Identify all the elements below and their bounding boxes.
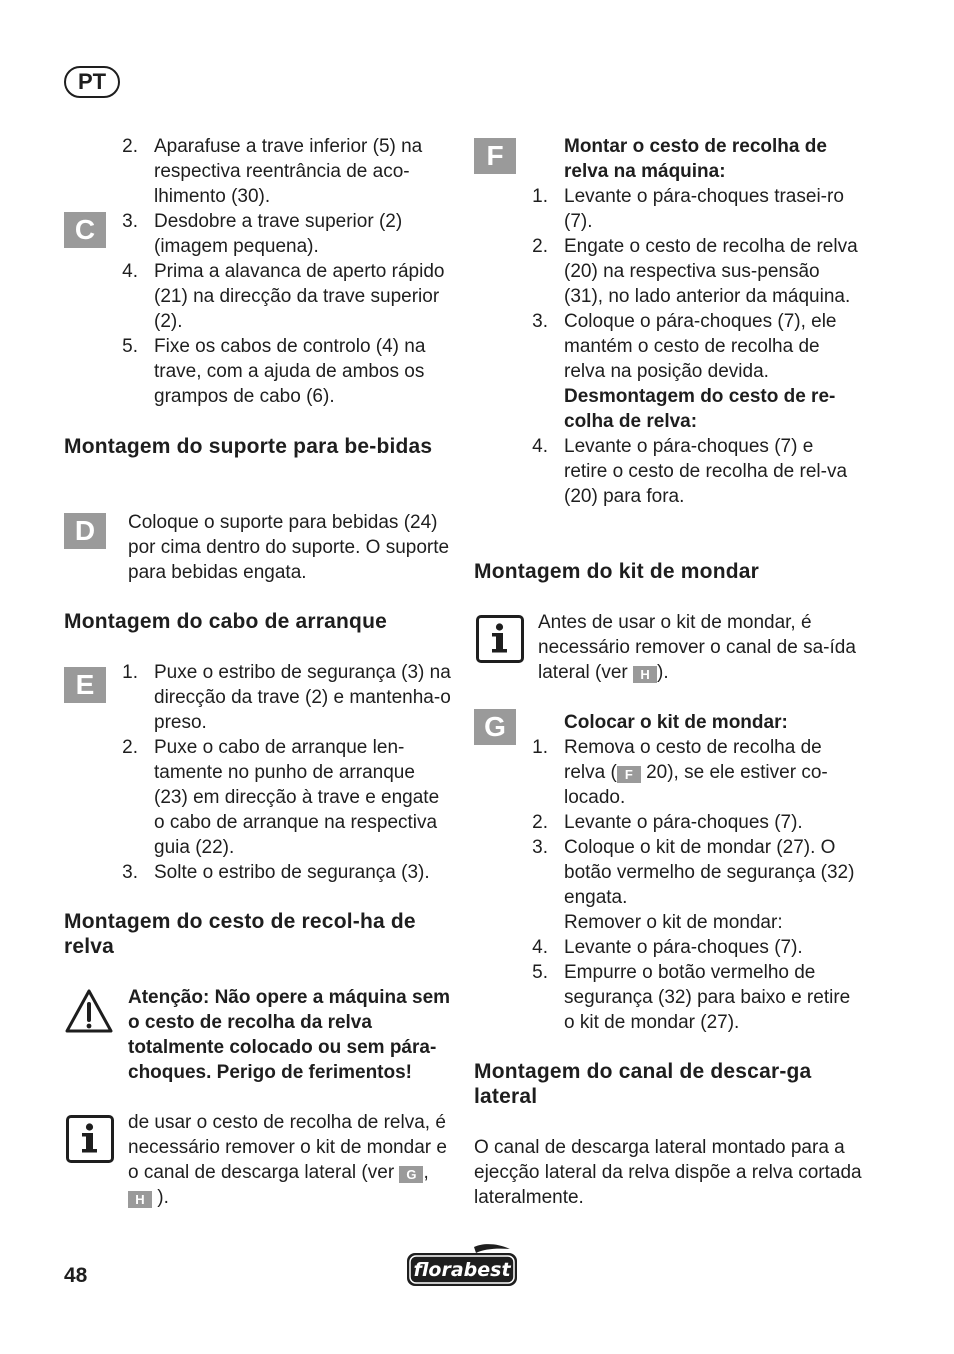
list-item <box>118 735 452 860</box>
g-head: Colocar o kit de mondar: <box>564 712 788 733</box>
florabest-logo <box>404 1243 520 1289</box>
item-number: 1. <box>532 186 548 207</box>
item-number: 4. <box>532 937 548 958</box>
item-number: 3. <box>122 211 138 232</box>
steps-f <box>528 134 860 509</box>
item-number: 5. <box>122 336 138 357</box>
list-item <box>118 334 452 409</box>
item-text: Empurre o botão vermelho de segurança (32) para baixo e retire o kit de mondar (27). <box>564 962 851 1033</box>
item-text: Desdobre a trave superior (2) (imagem pequena). <box>154 211 403 257</box>
list-item <box>528 935 860 960</box>
item-number: 4. <box>122 261 138 282</box>
item-number: 3. <box>532 311 548 332</box>
list-item <box>118 134 452 209</box>
list-item <box>118 259 452 334</box>
item-number: 2. <box>532 236 548 257</box>
item-text: Engate o cesto de recolha de relva (20) na respectiva sus-pensão (31), no lado anterior da máquina. <box>564 236 858 307</box>
list-item <box>528 835 860 910</box>
ref-tag-f: F <box>617 766 641 783</box>
info-icon <box>476 615 524 663</box>
item-number: 4. <box>532 436 548 457</box>
item-number: 3. <box>122 862 138 883</box>
list-item <box>528 810 860 835</box>
item-number: 3. <box>532 837 548 858</box>
step-tag-f: F <box>474 138 516 174</box>
item-number: 1. <box>122 662 138 683</box>
item-number: 2. <box>122 737 138 758</box>
info-text-kit: Antes de usar o kit de mondar, é necessário remover o canal de sa-ída lateral (ver H ). <box>538 612 856 683</box>
item-number: 5. <box>532 962 548 983</box>
steps-g <box>528 710 860 1035</box>
list-item <box>528 434 860 509</box>
f-sub: Desmontagem do cesto de re-colha de relva: <box>564 386 836 432</box>
item-text: Coloque o pára-choques (7), ele mantém o cesto de recolha de relva na posição devida. <box>564 311 837 382</box>
info-text-cesto: de usar o cesto de recolha de relva, é necessário remover o kit de mondar e o canal de descarga lateral (ver G , H ). <box>128 1112 447 1208</box>
text-bebidas: Coloque o suporte para bebidas (24) por cima dentro do suporte. O suporte para bebidas engata. <box>128 512 450 583</box>
warning-icon <box>64 988 114 1034</box>
ref-tag-g: G <box>399 1166 423 1183</box>
item-text: Levante o pára-choques (7) e retire o cesto de recolha de rel-va (20) para fora. <box>564 436 848 507</box>
list-item <box>118 660 452 735</box>
step-tag-c: C <box>64 212 106 248</box>
item-text: Puxe o cabo de arranque len-tamente no punho de arranque (23) em direcção à trave e engate o cabo de arranque na respectiva guia (22). <box>154 737 440 858</box>
list-item <box>118 860 452 885</box>
step-tag-d: D <box>64 513 106 549</box>
page-number: 48 <box>64 1264 88 1287</box>
f-head: Montar o cesto de recolha de relva na máquina: <box>564 136 827 182</box>
step-tag-g: G <box>474 709 516 745</box>
item-text: Levante o pára-choques (7). <box>564 812 803 833</box>
list-item <box>118 209 452 259</box>
heading-cesto: Montagem do cesto de recol-ha de relva <box>64 910 416 958</box>
list-item <box>528 234 860 309</box>
text-canal: O canal de descarga lateral montado para a ejecção lateral da relva dispõe a relva cortada lateralmente. <box>474 1137 862 1208</box>
item-number: 2. <box>122 136 138 157</box>
heading-canal: Montagem do canal de descar-ga lateral <box>474 1060 812 1108</box>
heading-cabo: Montagem do cabo de arranque <box>64 610 387 633</box>
list-item <box>528 309 860 384</box>
item-text: Levante o pára-choques trasei-ro (7). <box>564 186 844 232</box>
heading-bebidas: Montagem do suporte para be-bidas <box>64 435 433 458</box>
list-item <box>528 960 860 1035</box>
warning-text: Atenção: Não opere a máquina sem o cesto de recolha da relva totalmente colocado ou sem pára-choques. Perigo de ferimentos! <box>128 987 451 1083</box>
steps-c <box>118 134 452 409</box>
steps-e <box>118 660 452 885</box>
item-text: Puxe o estribo de segurança (3) na direcção da trave (2) e mantenha-o preso. <box>154 662 451 733</box>
ref-tag-h: H <box>128 1191 152 1208</box>
item-text: Aparafuse a trave inferior (5) na respectiva reentrância de aco-lhimento (30). <box>154 136 423 207</box>
language-badge: PT <box>64 66 120 98</box>
item-text: Solte o estribo de segurança (3). <box>154 862 430 883</box>
list-item <box>528 184 860 234</box>
item-text: Fixe os cabos de controlo (4) na trave, com a ajuda de ambos os grampos de cabo (6). <box>154 336 426 407</box>
item-text: Levante o pára-choques (7). <box>564 937 803 958</box>
list-item: 1. Remova o cesto de recolha de relva ( F 20), se ele estiver co-locado. <box>532 737 828 808</box>
item-text: Coloque o kit de mondar (27). O botão vermelho de segurança (32) engata. <box>564 837 855 908</box>
heading-kit: Montagem do kit de mondar <box>474 560 760 583</box>
g-sub: Remover o kit de mondar: <box>564 912 783 933</box>
item-text: Prima a alavanca de aperto rápido (21) na direcção da trave superior (2). <box>154 261 445 332</box>
step-tag-e: E <box>64 667 106 703</box>
logo-text: florabest <box>413 1259 511 1281</box>
info-icon <box>66 1115 114 1163</box>
item-number: 2. <box>532 812 548 833</box>
ref-tag-h: H <box>633 666 657 683</box>
